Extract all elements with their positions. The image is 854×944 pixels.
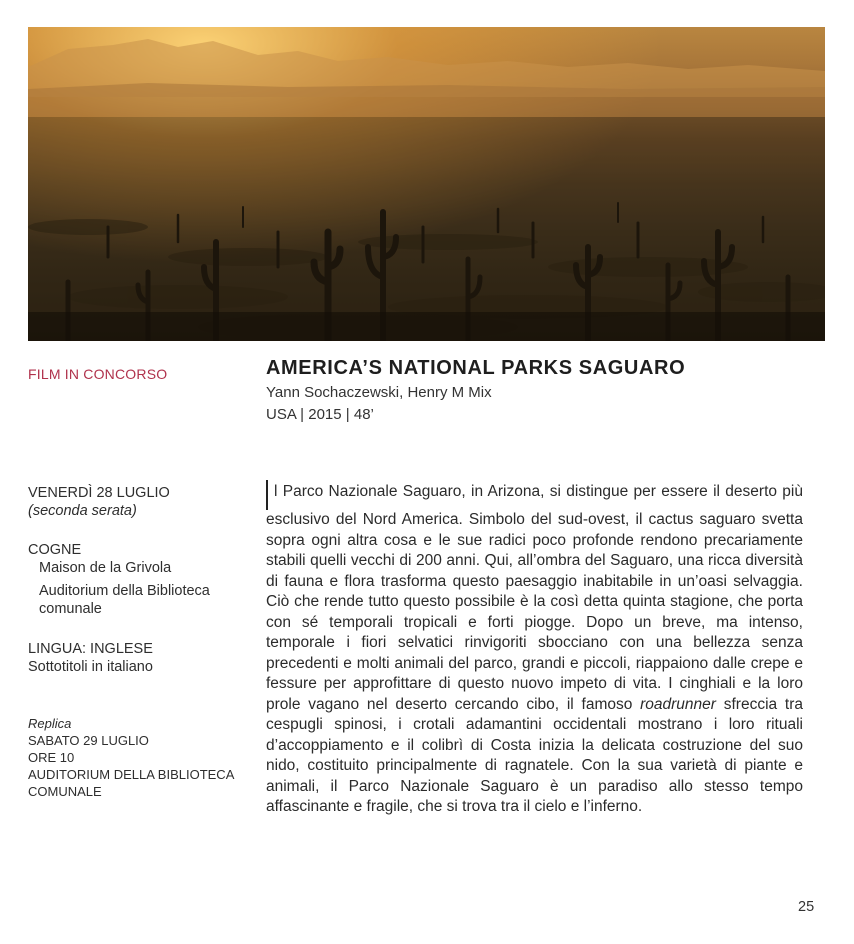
- synopsis-italic-term: roadrunner: [640, 695, 716, 713]
- language: LINGUA: INGLESE: [28, 641, 153, 657]
- venue-2: Auditorium della Biblioteca comunale: [39, 583, 210, 617]
- language-info: [28, 640, 248, 676]
- screening-note: (seconda serata): [28, 503, 137, 519]
- venue-1: Maison de la Grivola: [39, 560, 172, 576]
- film-directors: Yann Sochaczewski, Henry M Mix: [266, 384, 492, 401]
- screening-location: [28, 541, 248, 618]
- synopsis-part-2: sfreccia tra cespugli spinosi, i crotali adamantini occidentali mostrano i loro rituali d’accoppiamento e il colibrì di Costa inizia la delicata costruzione del suo nido, costituito principalmente di ragnatele. Con la sua varietà di piante e animali, il Parco Nazionale Saguaro è un paradiso allo stesso tempo affascinante e fragile, che si trova tra il cielo e l’inferno.: [266, 695, 803, 815]
- replica-venue: AUDITORIUM DELLA BIBLIOTECA COMUNALE: [28, 767, 234, 799]
- synopsis-part-1: l Parco Nazionale Saguaro, in Arizona, si distingue per essere il deserto più esclusivo del Nord America. Simbolo del sud-ovest, il cactus saguaro svetta sopra ogni altra cosa e le sue radici poco profonde rendono precariamente stabili quelli vecchi di 200 anni. Qui, all’ombra del Saguaro, una ricca diversità di fauna e flora trasforma questo paesaggio inabitabile in un’oasi selvaggia. Ciò che rende tutto questo possibile è la così detta quinta stagione, che porta con sé temporali tropicali e forti piogge. Dopo un breve, ma intenso, temporale i fiori selvatici rinvigoriti sbocciano con una bellezza senza precedenti e molti animali del parco, grandi e piccoli, riappaiono dalle crepe e fessure per approfittare di questo nuovo impeto di vita. I cinghiali e la loro prole vagano nel deserto cercando cibo, il famoso: [266, 483, 803, 713]
- screening-info: [28, 484, 248, 520]
- foreground-shadow: [28, 312, 825, 341]
- film-meta: USA | 2015 | 48’: [266, 406, 374, 423]
- replica-info: [28, 715, 243, 800]
- replica-time: ORE 10: [28, 750, 75, 765]
- hero-photo-saguaro-desert: [28, 27, 825, 341]
- desert-landscape-illustration: [28, 27, 825, 341]
- film-title: AMERICA’S NATIONAL PARKS SAGUARO: [266, 357, 686, 379]
- screening-town: COGNE: [28, 542, 82, 558]
- screening-date: VENERDÌ 28 LUGLIO: [28, 485, 170, 501]
- replica-date: SABATO 29 LUGLIO: [28, 733, 149, 748]
- page-number: 25: [798, 899, 815, 915]
- film-synopsis: [266, 480, 803, 818]
- section-kicker: FILM IN CONCORSO: [28, 366, 168, 382]
- subtitles: Sottotitoli in italiano: [28, 659, 153, 675]
- replica-label: Replica: [28, 716, 72, 731]
- synopsis-paragraph: [266, 480, 803, 818]
- dropcap-bar: [266, 480, 268, 510]
